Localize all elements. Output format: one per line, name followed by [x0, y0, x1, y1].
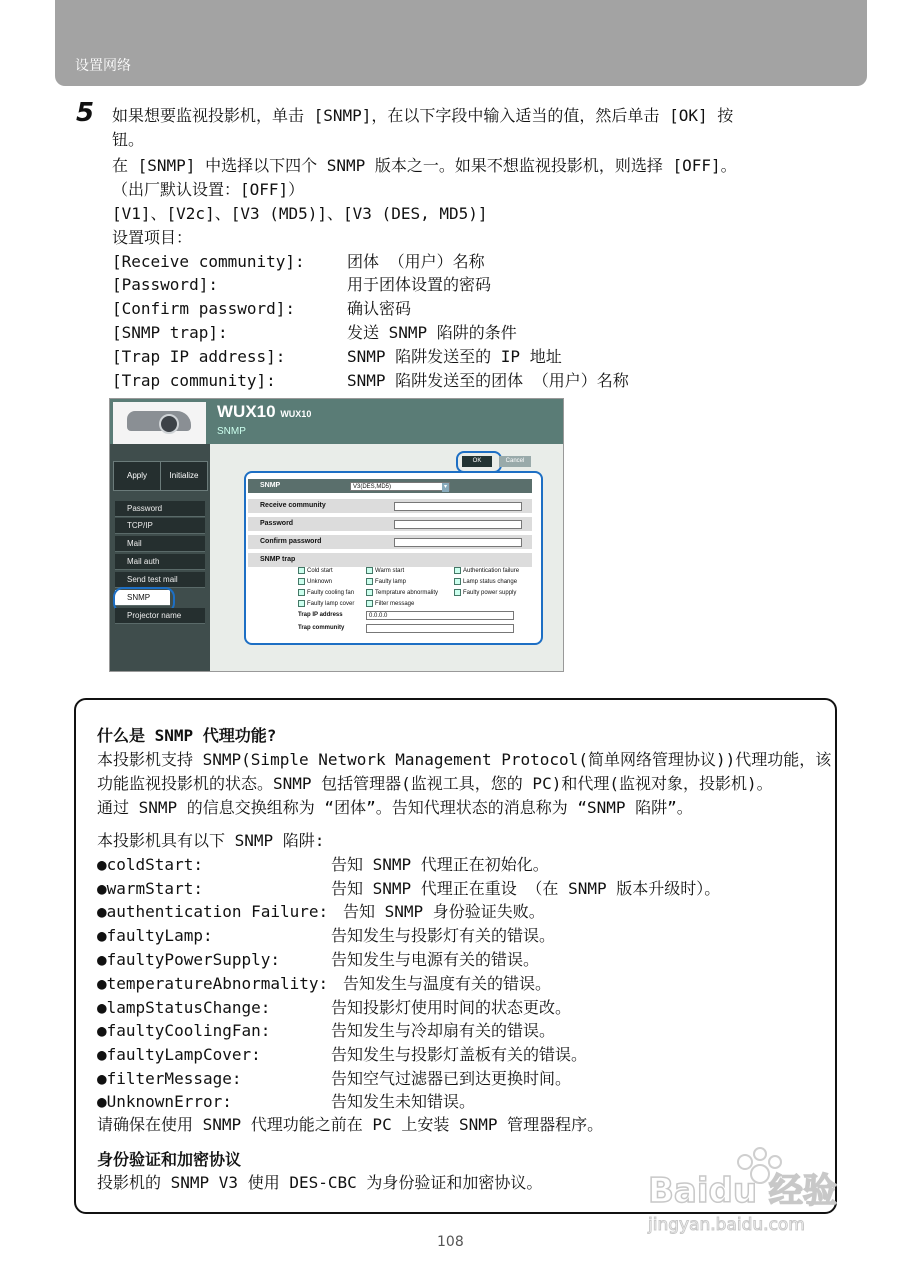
trap-desc: 告知发生未知错误。: [331, 1092, 476, 1111]
ok-button[interactable]: OK: [462, 456, 492, 467]
step-body-line: 设置项目：: [112, 228, 193, 247]
setting-desc: 确认密码: [347, 299, 412, 318]
projector-image: [113, 402, 206, 446]
setting-label: [Confirm password]:: [112, 299, 296, 318]
snmp-settings-screenshot: [109, 398, 564, 672]
checkbox-unknown[interactable]: Unknown: [298, 578, 332, 585]
chevron-down-icon: ▾: [443, 484, 447, 490]
trap-desc: 告知 SNMP 代理正在初始化。: [331, 855, 549, 874]
trap-label: ●faultyPowerSupply:: [97, 950, 281, 969]
sidebar-item-mail-auth[interactable]: Mail auth: [115, 554, 205, 570]
page-subtitle: SNMP: [217, 426, 246, 437]
apply-button[interactable]: Apply: [113, 461, 161, 491]
step-body-line: （出厂默认设置：[OFF]）: [112, 180, 305, 199]
ok-highlight-circle: [456, 451, 502, 473]
snmp-version-select[interactable]: V3(DES,MD5) ▾: [350, 482, 450, 491]
snmp-row: SNMP: [248, 479, 532, 493]
checkbox-faulty-lamp[interactable]: Faulty lamp: [366, 578, 406, 585]
trap-desc: 告知发生与电源有关的错误。: [331, 950, 540, 969]
projector-lens: [159, 414, 179, 434]
trap-label: ●faultyLampCover:: [97, 1045, 261, 1064]
watermark-logo: Baidu 经验: [648, 1171, 837, 1211]
setting-label: [SNMP trap]:: [112, 323, 228, 342]
trap-desc: 告知发生与温度有关的错误。: [343, 974, 552, 993]
watermark-url: jingyan.baidu.com: [648, 1215, 805, 1235]
step-number: 5: [76, 98, 95, 128]
baidu-watermark: [640, 1140, 860, 1240]
trap-label: ●warmStart:: [97, 879, 203, 898]
page-number: 108: [437, 1234, 464, 1250]
setting-desc: 发送 SNMP 陷阱的条件: [347, 323, 517, 342]
trap-community-label: Trap community: [298, 625, 345, 631]
trap-ip-input[interactable]: 0.0.0.0: [366, 611, 514, 620]
install-note: 请确保在使用 SNMP 代理功能之前在 PC 上安装 SNMP 管理器程序。: [97, 1115, 604, 1134]
snmp-trap-row: SNMP trap: [248, 553, 532, 567]
trap-label: ●filterMessage:: [97, 1069, 242, 1088]
info-title: 什么是 SNMP 代理功能?: [97, 726, 277, 745]
model-name: WUX10 WUX10: [217, 402, 312, 421]
trap-desc: 告知投影灯使用时间的状态更改。: [331, 998, 572, 1017]
sidebar-item-tcpip[interactable]: TCP/IP: [115, 518, 205, 534]
header-bar: [55, 0, 867, 86]
sidebar-item-mail[interactable]: Mail: [115, 536, 205, 552]
setting-label: [Password]:: [112, 275, 218, 294]
receive-community-row: Receive community: [248, 499, 532, 513]
checkbox-auth-failure[interactable]: Authentication failure: [454, 567, 519, 574]
info-paragraph-line: 通过 SNMP 的信息交换组称为 “团体”。告知代理状态的消息称为 “SNMP 陷阱”。: [97, 798, 693, 817]
info-paragraph-line: 功能监视投影机的状态。SNMP 包括管理器(监视工具，您的 PC)和代理(监视对象，投影机)。: [97, 774, 773, 793]
setting-label: [Trap IP address]:: [112, 347, 286, 366]
checkbox-faulty-lamp-cover[interactable]: Faulty lamp cover: [298, 600, 354, 607]
checkbox-faulty-cooling-fan[interactable]: Faulty cooling fan: [298, 589, 354, 596]
trap-label: ●faultyLamp:: [97, 926, 213, 945]
setting-desc: 用于团体设置的密码: [347, 275, 492, 294]
password-input[interactable]: [394, 520, 522, 529]
sidebar-item-password[interactable]: Password: [115, 501, 205, 517]
trap-label: ●UnknownError:: [97, 1092, 232, 1111]
sidebar-item-projector-name[interactable]: Projector name: [115, 608, 205, 624]
trap-label: ●temperatureAbnormality:: [97, 974, 329, 993]
trap-label: ●coldStart:: [97, 855, 203, 874]
info-paragraph-line: 本投影机支持 SNMP(Simple Network Management Protocol(简单网络管理协议))代理功能，该: [97, 750, 832, 769]
trap-label: ●authentication Failure:: [97, 902, 329, 921]
trap-desc: 告知空气过滤器已到达更换时间。: [331, 1069, 572, 1088]
auth-title: 身份验证和加密协议: [97, 1150, 242, 1169]
section-title: 设置网络: [75, 58, 131, 74]
sidebar-item-send-test-mail[interactable]: Send test mail: [115, 572, 205, 588]
trap-ip-label: Trap IP address: [298, 612, 343, 618]
step-instruction-cont: 钮。: [112, 130, 145, 149]
trap-desc: 告知发生与冷却扇有关的错误。: [331, 1021, 556, 1040]
trap-desc: 告知 SNMP 代理正在重设 （在 SNMP 版本升级时）。: [331, 879, 721, 898]
step-instruction: 如果想要监视投影机，单击 [SNMP]，在以下字段中输入适当的值，然后单击 [OK] 按: [112, 106, 734, 125]
setting-label: [Receive community]:: [112, 252, 305, 271]
cancel-button[interactable]: Cancel: [499, 456, 531, 467]
trap-label: ●lampStatusChange:: [97, 998, 271, 1017]
initialize-button[interactable]: Initialize: [160, 461, 208, 491]
step-body-line: 在 [SNMP] 中选择以下四个 SNMP 版本之一。如果不想监视投影机，则选择 [OFF]。: [112, 156, 737, 175]
traps-intro: 本投影机具有以下 SNMP 陷阱:: [97, 831, 325, 850]
checkbox-cold-start[interactable]: Cold start: [298, 567, 333, 574]
checkbox-lamp-status-change[interactable]: Lamp status change: [454, 578, 517, 585]
auth-text: 投影机的 SNMP V3 使用 DES-CBC 为身份验证和加密协议。: [97, 1173, 543, 1192]
setting-desc: SNMP 陷阱发送至的团体 （用户）名称: [347, 371, 629, 390]
sidebar-item-snmp[interactable]: SNMP: [115, 590, 170, 606]
trap-desc: 告知发生与投影灯盖板有关的错误。: [331, 1045, 588, 1064]
checkbox-temperature-abnormality[interactable]: Temprature abnormality: [366, 589, 438, 596]
trap-label: ●faultyCoolingFan:: [97, 1021, 271, 1040]
step-body-line: [V1]、[V2c]、[V3 (MD5)]、[V3 (DES, MD5)]: [112, 204, 488, 223]
receive-community-input[interactable]: [394, 502, 522, 511]
checkbox-faulty-power-supply[interactable]: Faulty power supply: [454, 589, 516, 596]
trap-desc: 告知 SNMP 身份验证失败。: [343, 902, 545, 921]
confirm-password-input[interactable]: [394, 538, 522, 547]
password-row: Password: [248, 517, 532, 531]
setting-label: [Trap community]:: [112, 371, 276, 390]
trap-community-input[interactable]: [366, 624, 514, 633]
setting-desc: 团体 （用户）名称: [347, 252, 485, 271]
trap-desc: 告知发生与投影灯有关的错误。: [331, 926, 556, 945]
checkbox-warm-start[interactable]: Warm start: [366, 567, 404, 574]
setting-desc: SNMP 陷阱发送至的 IP 地址: [347, 347, 562, 366]
confirm-password-row: Confirm password: [248, 535, 532, 549]
checkbox-filter-message[interactable]: Filter message: [366, 600, 414, 607]
